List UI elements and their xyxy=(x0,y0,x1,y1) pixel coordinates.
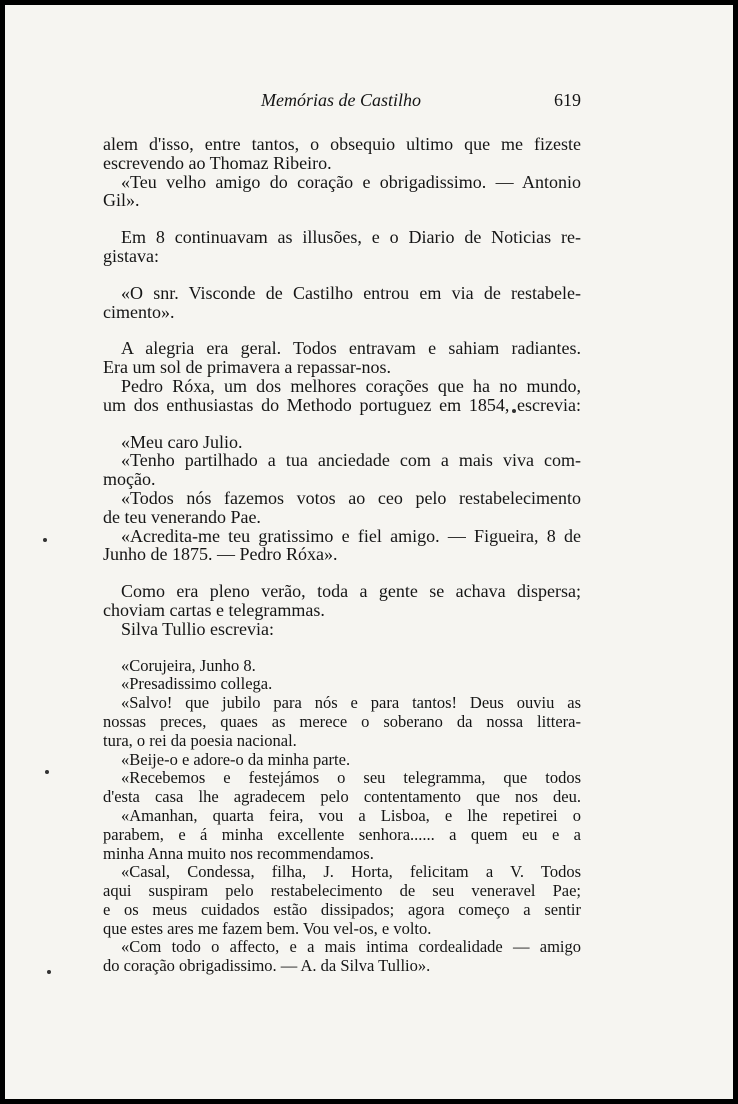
running-title: Memórias de Castilho xyxy=(261,90,421,110)
text-line: Pedro Róxa, um dos melhores corações que ha no mundo, xyxy=(121,375,581,396)
text-line: do coração obrigadissimo. — A. da Silva Tullio». xyxy=(103,956,431,976)
text-line: «Corujeira, Junho 8. xyxy=(121,655,256,675)
quotation xyxy=(103,284,581,322)
text-line: gistava: xyxy=(103,245,159,266)
text-line: Era um sol de primavera a repassar-nos. xyxy=(103,357,392,378)
text-line: «Recebemos e festejámos o seu telegramma, que todos xyxy=(121,768,581,788)
paragraph xyxy=(103,135,581,173)
page-number: 619 xyxy=(554,90,581,110)
scanned-page xyxy=(5,5,733,1099)
text-line: minha Anna muito nos recommendamos. xyxy=(103,843,374,863)
text-line: «Presadissimo collega. xyxy=(121,674,273,694)
paragraph xyxy=(103,173,581,211)
text-line: «Beije-o e adore-o da minha parte. xyxy=(121,749,351,769)
text-line: «Casal, Condessa, filha, J. Horta, felicitam a V. Todos xyxy=(121,862,581,882)
text-line: um dos enthusiastas do Methodo portuguez em 1854, escrevia: xyxy=(103,394,581,415)
ink-speck xyxy=(45,770,49,774)
text-line: «Com todo o affecto, e a mais intima cordealidade — amigo xyxy=(121,937,581,957)
text-line: Junho de 1875. — Pedro Róxa». xyxy=(103,544,338,565)
page-header xyxy=(103,91,581,113)
text-line: «Amanhan, quarta feira, vou a Lisboa, e lhe repetirei o xyxy=(121,805,581,825)
text-line: Em 8 continuavam as illusões, e o Diario de Noticias re- xyxy=(121,227,581,248)
text-line: A alegria era geral. Todos entravam e sahiam radiantes. xyxy=(121,338,581,359)
text-line: choviam cartas e telegrammas. xyxy=(103,599,325,620)
text-line: parabem, e á minha excellente senhora...... a quem eu e a xyxy=(103,824,581,844)
paragraph xyxy=(103,582,581,620)
text-line: e os meus cuidados estão dissipados; agora começo a sentir xyxy=(103,899,581,919)
text-line: moção. xyxy=(103,469,156,490)
letter-pedro-roxa xyxy=(103,433,581,565)
text-line: nossas preces, quaes as merece o soberano da nossa littera- xyxy=(103,711,581,731)
text-line: «Salvo! que jubilo para nós e para tantos! Deus ouviu as xyxy=(121,693,581,713)
text-line: Gil». xyxy=(103,190,140,211)
text-line: «Acredita-me teu gratissimo e fiel amigo. — Figueira, 8 de xyxy=(121,525,581,546)
text-line: «Teu velho amigo do coração e obrigadissimo. — Antonio xyxy=(121,171,581,192)
text-line: que estes ares me fazem bem. Vou vel-os, e volto. xyxy=(103,918,432,938)
text-line: aqui suspiram pelo restabelecimento de seu veneravel Pae; xyxy=(103,881,581,901)
text-line: cimento». xyxy=(103,301,175,322)
text-line: Como era pleno verão, toda a gente se achava dispersa; xyxy=(121,581,581,602)
text-line: alem d'isso, entre tantos, o obsequio ultimo que me fizeste xyxy=(103,134,581,154)
text-line: «Todos nós fazemos votos ao ceo pelo restabelecimento xyxy=(121,487,581,508)
text-line: tura, o rei da poesia nacional. xyxy=(103,730,297,750)
paragraph xyxy=(103,228,581,266)
page-text xyxy=(103,91,581,976)
paragraph xyxy=(103,620,581,639)
text-line: «Tenho partilhado a tua anciedade com a mais viva com- xyxy=(121,450,581,471)
ink-speck xyxy=(47,970,51,974)
text-line: escrevendo ao Thomaz Ribeiro. xyxy=(103,152,332,173)
text-line: «Meu caro Julio. xyxy=(121,431,243,452)
paragraph xyxy=(103,339,581,377)
text-line: «O snr. Visconde de Castilho entrou em via de restabele- xyxy=(121,282,581,303)
ink-speck xyxy=(43,538,47,542)
paragraph xyxy=(103,377,581,415)
text-line: d'esta casa lhe agradecem pelo contentamento que nos deu. xyxy=(103,787,581,807)
text-line: de teu venerando Pae. xyxy=(103,506,261,527)
letter-silva-tullio xyxy=(103,657,581,977)
text-line: Silva Tullio escrevia: xyxy=(121,618,274,639)
